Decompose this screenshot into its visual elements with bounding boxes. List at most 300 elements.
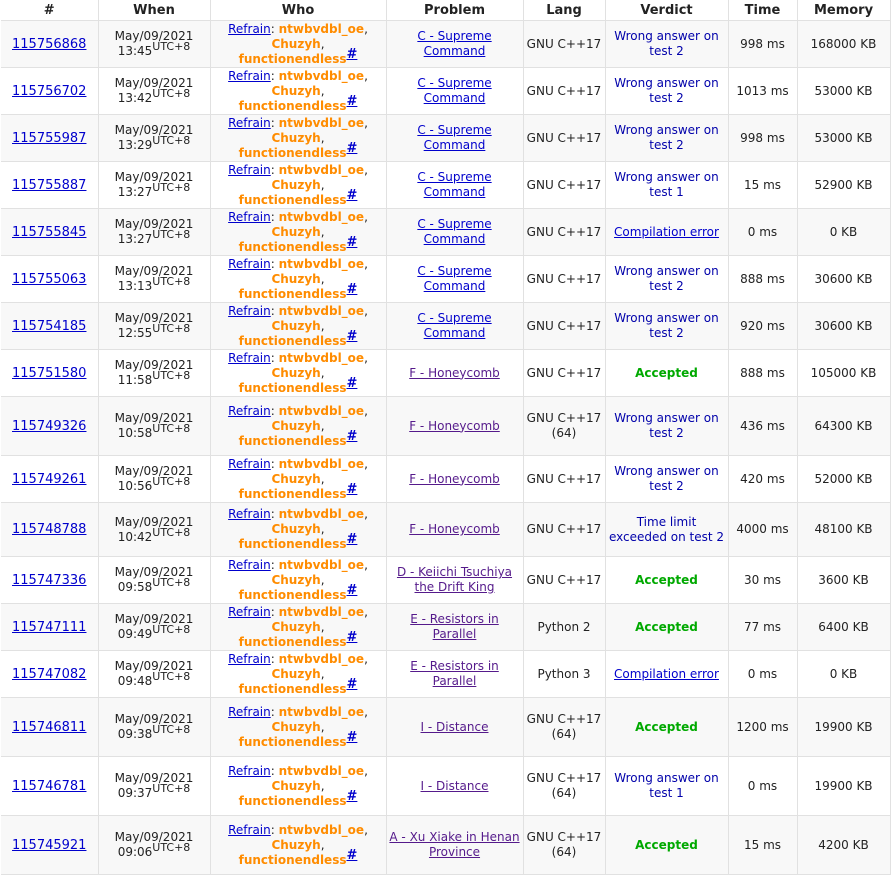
member-link[interactable]: Chuzyh [271,778,321,793]
member-link[interactable]: functionendless [238,51,347,66]
memory-consumed: 48100 KB [814,522,873,536]
cell-lang [523,456,605,503]
team-link[interactable]: Refrain [228,557,271,572]
memory-consumed: 19900 KB [814,778,873,793]
problem-link[interactable]: E - Resistors in Parallel [410,612,499,641]
member-link[interactable]: functionendless [238,333,347,348]
member-link[interactable]: Chuzyh [271,318,321,333]
cell-lang [523,162,605,209]
member-link[interactable]: Chuzyh [271,271,321,286]
member-link[interactable]: Chuzyh [271,83,321,98]
submission-id-link[interactable]: 115755845 [12,224,87,240]
cell-time [728,209,797,256]
cell-when [98,115,210,162]
problem-link[interactable]: I - Distance [420,719,489,734]
problem-link[interactable]: C - Supreme Command [417,170,492,199]
timezone-label: UTC+8 [152,40,191,53]
member-link[interactable]: functionendless [238,192,347,207]
submission-id-link[interactable]: 115746811 [12,719,87,735]
problem-link[interactable]: C - Supreme Command [417,311,492,340]
time-consumed: 1013 ms [736,83,789,98]
team-hash-link[interactable]: # [346,93,358,109]
time-consumed: 4000 ms [736,522,789,536]
cell-who: Refrain: ntwbvdbl_oe, Chuzyh, functionendless# [210,162,386,209]
cell-who: Refrain: ntwbvdbl_oe, Chuzyh, functionendless# [210,698,386,757]
submission-id-link[interactable]: 115747111 [12,619,87,635]
memory-consumed: 3600 KB [818,572,869,587]
submission-date: May/09/2021 [114,170,194,184]
problem-link[interactable]: D - Keiichi Tsuchiya the Drift King [396,565,513,594]
problem-link[interactable]: C - Supreme Command [417,76,492,105]
language-label: GNU C++17 (64) [526,830,602,859]
submission-id-link[interactable]: 115756868 [12,36,87,52]
table-row [1,651,890,698]
cell-memory [797,651,890,698]
team-link[interactable]: Refrain [228,604,271,619]
verdict-label: Time limit exceeded on test 2 [608,514,725,544]
cell-lang [523,757,605,816]
cell-when [98,698,210,757]
submission-date: May/09/2021 [114,123,194,137]
cell-time [728,397,797,456]
cell-memory [797,757,890,816]
cell-verdict [605,557,728,604]
member-link[interactable]: Chuzyh [271,130,321,145]
memory-consumed: 19900 KB [814,719,873,734]
submission-time: 10:58 [117,426,153,440]
cell-who: Refrain: ntwbvdbl_oe, Chuzyh, functionendless# [210,557,386,604]
header-when: When [98,0,210,21]
table-row [1,303,890,350]
member-link[interactable]: functionendless [238,486,347,501]
cell-id [1,651,98,698]
member-link[interactable]: functionendless [238,852,347,867]
member-link[interactable]: functionendless [238,734,347,749]
cell-memory [797,68,890,115]
team-hash-link[interactable]: # [346,676,358,692]
problem-link[interactable]: I - Distance [420,778,489,793]
member-link[interactable]: ntwbvdbl_oe [278,68,365,83]
member-link[interactable]: functionendless [238,380,347,395]
member-link[interactable]: functionendless [238,793,347,808]
member-link[interactable]: functionendless [238,286,347,301]
team-hash-link[interactable]: # [346,187,358,203]
verdict-label: Wrong answer on test 2 [614,264,719,293]
team-link[interactable]: Refrain [228,68,271,83]
time-consumed: 920 ms [740,318,785,333]
member-link[interactable]: ntwbvdbl_oe [278,822,365,837]
submission-id-link[interactable]: 115756702 [12,83,87,99]
cell-time [728,651,797,698]
team-link[interactable]: Refrain [228,651,271,666]
table-row [1,456,890,503]
cell-problem [386,397,523,456]
submission-date: May/09/2021 [114,565,194,579]
member-link[interactable]: functionendless [238,634,347,649]
verdict-label: Accepted [635,837,698,852]
submission-id-link[interactable]: 115747082 [12,666,87,682]
cell-id [1,256,98,303]
member-link[interactable]: functionendless [238,681,347,696]
timezone-label: UTC+8 [152,623,191,636]
cell-problem [386,816,523,875]
cell-memory [797,557,890,604]
team-hash-link[interactable]: # [346,729,358,745]
member-link[interactable]: Chuzyh [271,36,321,51]
cell-who: Refrain: ntwbvdbl_oe, Chuzyh, functionendless# [210,503,386,557]
submission-time: 13:27 [117,185,153,199]
header-memory: Memory [797,0,890,21]
submission-id-link[interactable]: 115749261 [12,471,87,487]
team-link[interactable]: Refrain [228,209,271,224]
timezone-label: UTC+8 [152,181,191,194]
team-hash-link[interactable]: # [346,281,358,297]
table-row [1,698,890,757]
cell-lang [523,604,605,651]
cell-lang [523,816,605,875]
language-label: GNU C++17 [526,471,602,486]
timezone-label: UTC+8 [152,782,191,795]
submission-id-link[interactable]: 115749326 [12,418,87,434]
cell-verdict [605,303,728,350]
cell-problem [386,21,523,68]
timezone-label: UTC+8 [152,723,191,736]
team-hash-link[interactable]: # [346,847,358,863]
memory-consumed: 52000 KB [814,471,873,486]
team-link[interactable]: Refrain [228,507,271,521]
submission-id-link[interactable]: 115747336 [12,572,87,588]
submission-id-link[interactable]: 115755987 [12,130,87,146]
cell-who: Refrain: ntwbvdbl_oe, Chuzyh, functionendless# [210,68,386,115]
submission-time: 09:37 [117,786,153,800]
cell-when [98,816,210,875]
cell-who: Refrain: ntwbvdbl_oe, Chuzyh, functionendless# [210,604,386,651]
member-link[interactable]: Chuzyh [271,522,321,536]
member-link[interactable]: functionendless [238,239,347,254]
cell-time [728,21,797,68]
member-link[interactable]: functionendless [238,433,347,448]
cell-problem [386,604,523,651]
problem-link[interactable]: F - Honeycomb [409,365,500,380]
member-link[interactable]: ntwbvdbl_oe [278,162,365,177]
member-link[interactable]: ntwbvdbl_oe [278,403,365,418]
cell-when [98,162,210,209]
cell-who: Refrain: ntwbvdbl_oe, Chuzyh, functionendless# [210,303,386,350]
language-label: GNU C++17 [526,365,602,380]
cell-problem [386,303,523,350]
member-link[interactable]: ntwbvdbl_oe [278,704,365,719]
submission-time: 09:06 [117,845,153,859]
cell-time [728,456,797,503]
timezone-label: UTC+8 [152,228,191,241]
cell-id [1,397,98,456]
team-link[interactable]: Refrain [228,456,271,471]
submission-id-link[interactable]: 115745921 [12,837,87,853]
team-link[interactable]: Refrain [228,403,271,418]
memory-consumed: 6400 KB [818,619,869,634]
timezone-label: UTC+8 [152,275,191,288]
submissions-table [1,0,891,875]
member-link[interactable]: ntwbvdbl_oe [278,303,365,318]
cell-who: Refrain: ntwbvdbl_oe, Chuzyh, functionendless# [210,21,386,68]
timezone-label: UTC+8 [152,841,191,854]
cell-lang [523,68,605,115]
header-who: Who [210,0,386,21]
submission-date: May/09/2021 [114,411,194,425]
cell-lang [523,651,605,698]
member-link[interactable]: functionendless [238,587,347,602]
memory-consumed: 4200 KB [818,837,869,852]
verdict-label: Wrong answer on test 1 [614,771,719,800]
member-link[interactable]: Chuzyh [271,572,321,587]
submission-date: May/09/2021 [114,464,194,478]
language-label: Python 2 [537,619,591,634]
team-hash-link[interactable]: # [346,328,358,344]
problem-link[interactable]: E - Resistors in Parallel [410,659,499,688]
cell-id [1,68,98,115]
cell-when [98,456,210,503]
verdict-label: Wrong answer on test 1 [614,170,719,199]
cell-time [728,698,797,757]
member-link[interactable]: Chuzyh [271,837,321,852]
problem-link[interactable]: C - Supreme Command [417,217,492,246]
cell-time [728,162,797,209]
submission-id-link[interactable]: 115754185 [12,318,87,334]
member-link[interactable]: Chuzyh [271,619,321,634]
member-link[interactable]: ntwbvdbl_oe [278,115,365,130]
team-link[interactable]: Refrain [228,115,271,130]
submission-date: May/09/2021 [114,771,194,785]
verdict-label: Wrong answer on test 2 [614,411,719,440]
verdict-label: Wrong answer on test 2 [614,123,719,152]
language-label: GNU C++17 [526,130,602,145]
language-label: GNU C++17 [526,318,602,333]
table-row [1,503,890,557]
header-id: # [1,0,98,21]
member-link[interactable]: Chuzyh [271,177,321,192]
cell-who: Refrain: ntwbvdbl_oe, Chuzyh, functionendless# [210,256,386,303]
submission-id-link[interactable]: 115751580 [12,365,87,381]
timezone-label: UTC+8 [152,576,191,589]
cell-when [98,209,210,256]
time-consumed: 1200 ms [736,719,789,734]
cell-problem [386,757,523,816]
cell-when [98,604,210,651]
member-link[interactable]: ntwbvdbl_oe [278,763,365,778]
cell-verdict [605,162,728,209]
team-link[interactable]: Refrain [228,256,271,271]
cell-time [728,68,797,115]
member-link[interactable]: functionendless [238,145,347,160]
table-row [1,162,890,209]
cell-verdict [605,209,728,256]
table-row [1,68,890,115]
cell-lang [523,698,605,757]
submission-id-link[interactable]: 115755063 [12,271,87,287]
cell-verdict [605,651,728,698]
cell-who: Refrain: ntwbvdbl_oe, Chuzyh, functionendless# [210,816,386,875]
table-row [1,350,890,397]
cell-time [728,757,797,816]
cell-id [1,503,98,557]
cell-id [1,350,98,397]
cell-memory [797,816,890,875]
problem-link[interactable]: C - Supreme Command [417,264,492,293]
cell-id [1,456,98,503]
problem-link[interactable]: F - Honeycomb [409,471,500,486]
problem-link[interactable]: C - Supreme Command [417,123,492,152]
cell-when [98,256,210,303]
cell-who: Refrain: ntwbvdbl_oe, Chuzyh, functionendless# [210,350,386,397]
team-hash-link[interactable]: # [346,788,358,804]
time-consumed: 77 ms [743,619,782,634]
cell-verdict [605,604,728,651]
verdict-label: Wrong answer on test 2 [614,464,719,493]
cell-verdict [605,503,728,557]
member-link[interactable]: functionendless [238,98,347,113]
time-consumed: 888 ms [740,271,785,286]
member-link[interactable]: Chuzyh [271,224,321,239]
cell-lang [523,503,605,557]
team-hash-link[interactable]: # [346,582,358,598]
submission-id-link[interactable]: 115746781 [12,778,87,794]
cell-lang [523,557,605,604]
member-link[interactable]: Chuzyh [271,666,321,681]
member-link[interactable]: ntwbvdbl_oe [278,604,365,619]
cell-when [98,651,210,698]
team-link[interactable]: Refrain [228,822,271,837]
member-link[interactable]: functionendless [238,537,347,551]
time-consumed: 0 ms [747,666,778,681]
memory-consumed: 53000 KB [814,130,873,145]
time-consumed: 15 ms [743,177,782,192]
timezone-label: UTC+8 [152,525,191,539]
memory-consumed: 30600 KB [814,271,873,286]
submission-time: 09:58 [117,580,153,594]
cell-id [1,604,98,651]
timezone-label: UTC+8 [152,134,191,147]
team-hash-link[interactable]: # [346,481,358,497]
member-link[interactable]: ntwbvdbl_oe [278,507,365,521]
member-link[interactable]: ntwbvdbl_oe [278,350,365,365]
submission-time: 13:42 [117,91,153,105]
team-hash-link[interactable]: # [346,375,358,391]
submission-time: 09:49 [117,627,153,641]
submission-time: 09:38 [117,727,153,741]
cell-time [728,604,797,651]
team-link[interactable]: Refrain [228,763,271,778]
submission-date: May/09/2021 [114,264,194,278]
cell-id [1,21,98,68]
cell-who: Refrain: ntwbvdbl_oe, Chuzyh, functionendless# [210,115,386,162]
table-header-row [1,0,890,21]
member-link[interactable]: ntwbvdbl_oe [278,209,365,224]
cell-verdict [605,115,728,162]
cell-when [98,503,210,557]
team-hash-link[interactable]: # [346,532,358,547]
submission-id-link[interactable]: 115748788 [12,522,87,537]
cell-when [98,68,210,115]
member-link[interactable]: ntwbvdbl_oe [278,256,365,271]
team-link[interactable]: Refrain [228,21,271,36]
cell-problem [386,350,523,397]
team-hash-link[interactable]: # [346,140,358,156]
member-link[interactable]: ntwbvdbl_oe [278,651,365,666]
problem-link[interactable]: F - Honeycomb [409,418,500,433]
member-link[interactable]: ntwbvdbl_oe [278,456,365,471]
verdict-label: Wrong answer on test 2 [614,76,719,105]
time-consumed: 0 ms [747,778,778,793]
cell-problem [386,256,523,303]
header-lang: Lang [523,0,605,21]
cell-lang [523,115,605,162]
verdict-label[interactable]: Compilation error [614,666,719,681]
member-link[interactable]: Chuzyh [271,418,321,433]
verdict-label[interactable]: Compilation error [614,224,719,239]
cell-verdict [605,698,728,757]
verdict-label: Wrong answer on test 2 [614,29,719,58]
cell-memory [797,115,890,162]
language-label: Python 3 [537,666,591,681]
cell-lang [523,21,605,68]
memory-consumed: 30600 KB [814,318,873,333]
cell-time [728,256,797,303]
cell-verdict [605,757,728,816]
timezone-label: UTC+8 [152,670,191,683]
submission-date: May/09/2021 [114,830,194,844]
language-label: GNU C++17 (64) [526,771,602,800]
cell-verdict [605,397,728,456]
table-row [1,816,890,875]
submission-id-link[interactable]: 115755887 [12,177,87,193]
cell-memory [797,397,890,456]
cell-id [1,816,98,875]
time-consumed: 888 ms [740,365,785,380]
problem-link[interactable]: A - Xu Xiake in Henan Province [389,830,520,859]
member-link[interactable]: Chuzyh [271,719,321,734]
team-link[interactable]: Refrain [228,704,271,719]
member-link[interactable]: Chuzyh [271,471,321,486]
problem-link[interactable]: F - Honeycomb [409,522,500,536]
team-link[interactable]: Refrain [228,162,271,177]
team-hash-link[interactable]: # [346,234,358,250]
submission-date: May/09/2021 [114,358,194,372]
table-row [1,397,890,456]
cell-when [98,757,210,816]
problem-link[interactable]: C - Supreme Command [417,29,492,58]
cell-memory [797,350,890,397]
submission-time: 13:27 [117,232,153,246]
team-hash-link[interactable]: # [346,46,358,62]
team-link[interactable]: Refrain [228,350,271,365]
submission-time: 11:58 [117,373,153,387]
team-hash-link[interactable]: # [346,629,358,645]
cell-id [1,162,98,209]
cell-time [728,303,797,350]
team-link[interactable]: Refrain [228,303,271,318]
member-link[interactable]: ntwbvdbl_oe [278,21,365,36]
member-link[interactable]: Chuzyh [271,365,321,380]
cell-memory [797,604,890,651]
submission-date: May/09/2021 [114,712,194,726]
language-label: GNU C++17 [526,83,602,98]
team-hash-link[interactable]: # [346,428,358,444]
cell-verdict [605,21,728,68]
table-row [1,21,890,68]
cell-id [1,209,98,256]
header-time: Time [728,0,797,21]
member-link[interactable]: ntwbvdbl_oe [278,557,365,572]
